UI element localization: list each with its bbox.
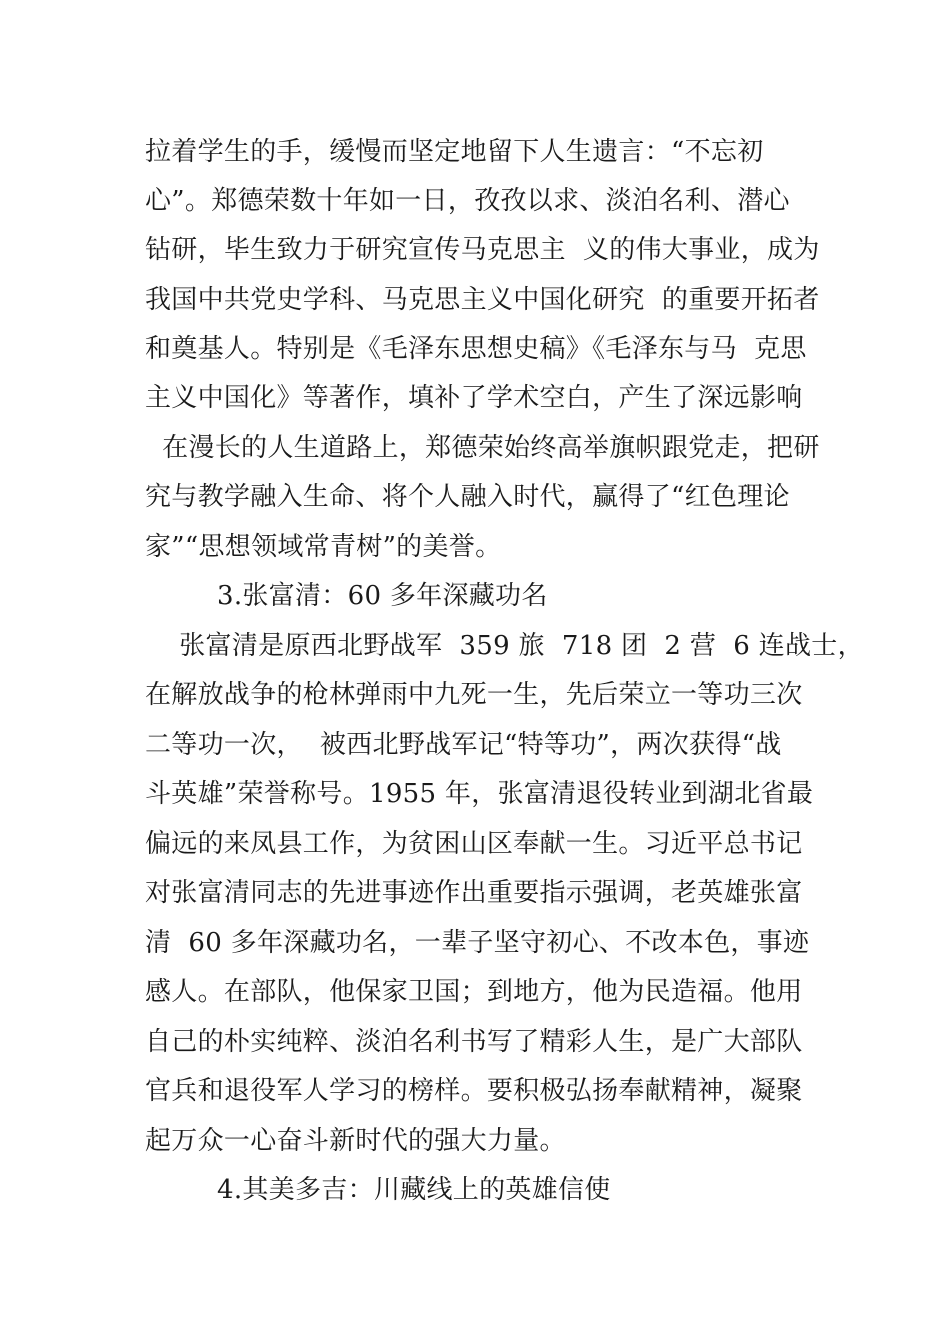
text-line: 究与教学融入生命、将个人融入时代，赢得了“红色理论 [145, 482, 790, 512]
text-line: 二等功一次， 被西北野战军记“特等功”，两次获得“战 [145, 730, 782, 760]
text-line: 自己的朴实纯粹、淡泊名利书写了精彩人生，是广大部队 [145, 1027, 803, 1057]
text-line: 清 60 多年深藏功名，一辈子坚守初心、不改本色，事迹 [145, 928, 810, 958]
section-heading: 3.张富清：60 多年深藏功名 [217, 581, 548, 611]
text-line: 钻研，毕生致力于研究宣传马克思主 义的伟大事业，成为 [145, 235, 820, 265]
text-line: 感人。在部队，他保家卫国；到地方，他为民造福。他用 [145, 977, 803, 1007]
text-line: 斗英雄”荣誉称号。1955 年，张富清退役转业到湖北省最 [145, 779, 814, 809]
text-line: 张富清是原西北野战军 359 旅 718 团 2 营 6 连战士， [145, 631, 864, 661]
text-line: 心”。郑德荣数十年如一日，孜孜以求、淡泊名利、潜心 [145, 186, 790, 216]
text-line: 偏远的来凤县工作，为贫困山区奉献一生。习近平总书记 [145, 829, 803, 859]
text-line: 对张富清同志的先进事迹作出重要指示强调，老英雄张富 [145, 878, 803, 908]
section-heading: 4.其美多吉：川藏线上的英雄信使 [217, 1175, 611, 1205]
text-line: 起万众一心奋斗新时代的强大力量。 [145, 1126, 566, 1156]
text-line: 在漫长的人生道路上，郑德荣始终高举旗帜跟党走，把研 [145, 433, 820, 463]
text-line: 家”“思想领域常青树”的美誉。 [145, 532, 502, 562]
text-line: 和奠基人。特别是《毛泽东思想史稿》《毛泽东与马 克思 [145, 334, 807, 364]
text-line: 主义中国化》等著作，填补了学术空白，产生了深远影响 [145, 383, 803, 413]
text-line: 我国中共党史学科、马克思主义中国化研究 的重要开拓者 [145, 285, 820, 315]
text-line: 在解放战争的枪林弹雨中九死一生，先后荣立一等功三次 [145, 680, 803, 710]
text-line: 官兵和退役军人学习的榜样。要积极弘扬奉献精神，凝聚 [145, 1076, 803, 1106]
text-line: 拉着学生的手，缓慢而坚定地留下人生遗言：“不忘初 [145, 137, 764, 167]
